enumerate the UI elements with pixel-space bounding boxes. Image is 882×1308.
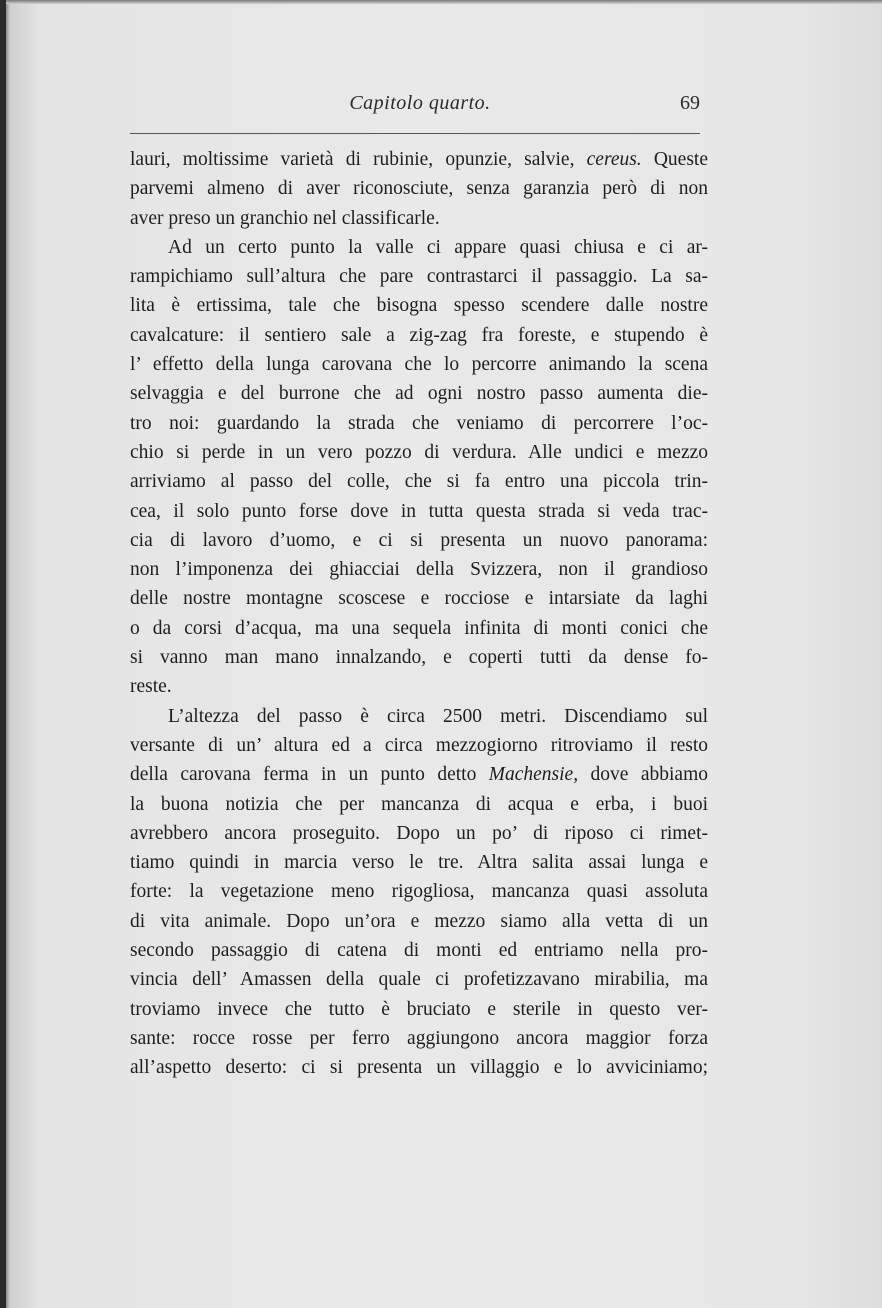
text-line: la buona notizia che per mancanza di acqua e erba, i buoi: [130, 793, 708, 815]
page-top-edge: [0, 0, 882, 4]
text-line: Ad un certo punto la valle ci appare quasi chiusa e ci ar-: [168, 236, 708, 258]
running-head: [130, 92, 710, 124]
text-line: rampichiamo sull’altura che pare contrastarci il passaggio. La sa-: [130, 266, 708, 288]
text-line: di vita animale. Dopo un’ora e mezzo siamo alla vetta di un: [130, 910, 708, 932]
text-line: aver preso un granchio nel classificarle.: [130, 207, 440, 229]
text-line: tro noi: guardando la strada che veniamo di percorrere l’oc-: [130, 412, 708, 434]
text-line: cavalcature: il sentiero sale a zig-zag fra foreste, e stupendo è: [130, 324, 708, 346]
text-line: vincia dell’ Amassen della quale ci profetizzavano mirabilia, ma: [130, 969, 708, 991]
header-rule: [130, 133, 700, 134]
text-line: selvaggia e del burrone che ad ogni nostro passo aumenta die-: [130, 383, 708, 405]
text-line: chio si perde in un vero pozzo di verdura. Alle undici e mezzo: [130, 441, 708, 463]
page-number: 69: [680, 92, 700, 114]
text-line: arriviamo al passo del colle, che si fa entro una piccola trin-: [130, 471, 708, 493]
text-line: o da corsi d’acqua, ma una sequela infinita di monti conici che: [130, 617, 708, 639]
text-line: troviamo invece che tutto è bruciato e sterile in questo ver-: [130, 998, 708, 1020]
text-line: L’altezza del passo è circa 2500 metri. Discendiamo sul: [168, 705, 708, 727]
text-line: l’ effetto della lunga carovana che lo percorre animando la scena: [130, 354, 708, 376]
page-binding-edge: [0, 0, 6, 1308]
text-line: lita è ertissima, tale che bisogna spesso scendere dalle nostre: [130, 295, 708, 317]
text-line: sante: rocce rosse per ferro aggiungono ancora maggior forza: [130, 1027, 708, 1049]
text-line: secondo passaggio di catena di monti ed entriamo nella pro-: [130, 940, 708, 962]
text-line: parvemi almeno di aver riconosciute, senza garanzia però di non: [130, 178, 708, 200]
text-line: versante di un’ altura ed a circa mezzogiorno ritroviamo il resto: [130, 734, 708, 756]
text-line: si vanno man mano innalzando, e coperti tutti da dense fo-: [130, 647, 708, 669]
text-line: reste.: [130, 676, 172, 698]
text-line: tiamo quindi in marcia verso le tre. Altra salita assai lunga e: [130, 852, 708, 874]
running-title: Capitolo quarto.: [349, 92, 491, 114]
text-line: forte: la vegetazione meno rigogliosa, mancanza quasi assoluta: [130, 881, 708, 903]
text-line: della carovana ferma in un punto detto Machensie, dove abbiamo: [130, 764, 708, 786]
text-line: non l’imponenza dei ghiacciai della Svizzera, non il grandioso: [130, 559, 708, 581]
text-line: cea, il solo punto forse dove in tutta questa strada si veda trac-: [130, 500, 708, 522]
text-line: avrebbero ancora proseguito. Dopo un po’ di riposo ci rimet-: [130, 822, 708, 844]
text-line: all’aspetto deserto: ci si presenta un villaggio e lo avviciniamo;: [130, 1057, 708, 1079]
text-line: cia di lavoro d’uomo, e ci si presenta un nuovo panorama:: [130, 529, 708, 551]
body-text: [130, 145, 708, 1083]
text-line: lauri, moltissime varietà di rubinie, opunzie, salvie, cereus. Queste: [130, 149, 709, 170]
text-line: delle nostre montagne scoscese e rocciose e intarsiate da laghi: [130, 588, 708, 610]
